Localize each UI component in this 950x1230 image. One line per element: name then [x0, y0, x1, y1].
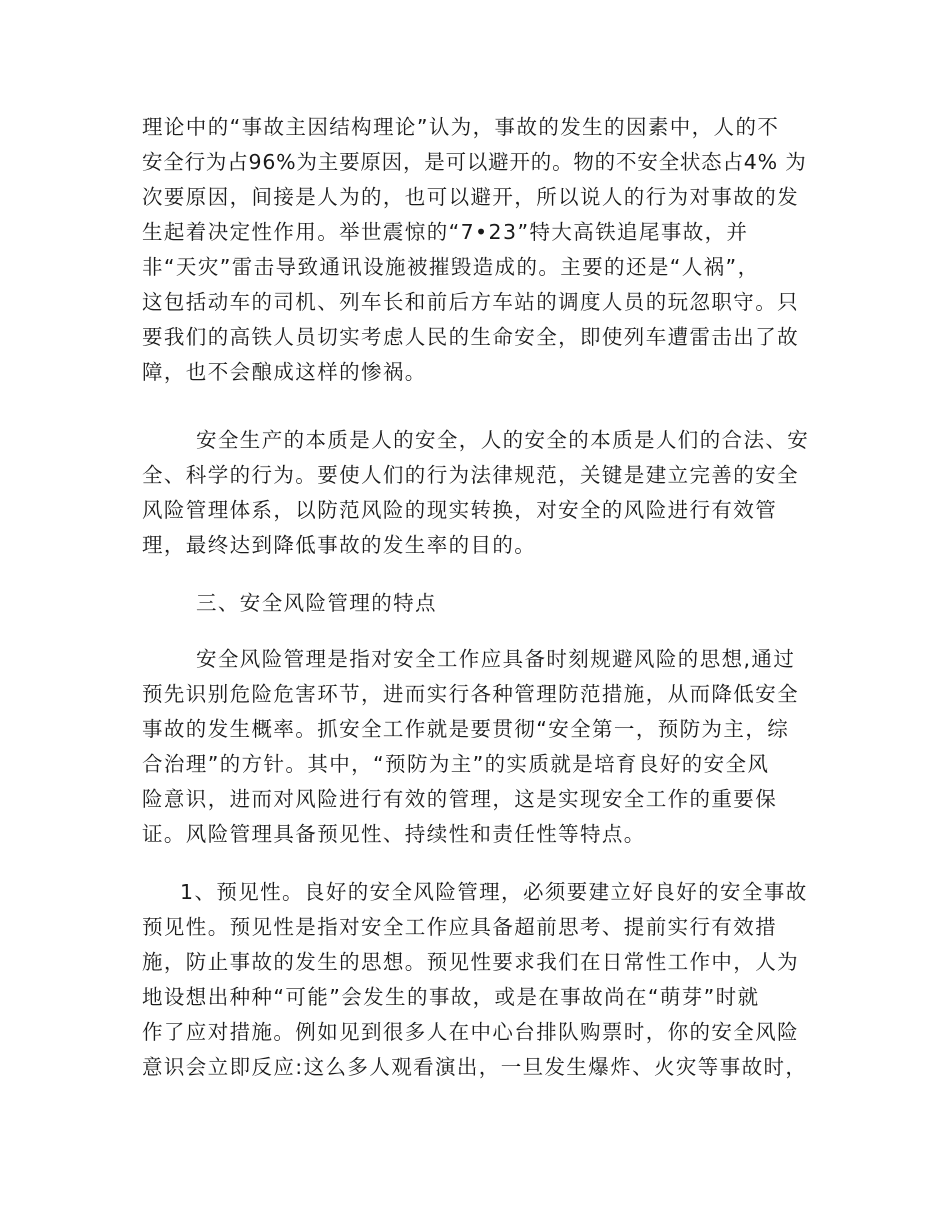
- paragraph-line: 作了应对措施。例如见到很多人在中心台排队购票时，你的安全风险: [142, 1020, 799, 1044]
- paragraph-line: 安全风险管理是指对安全工作应具备时刻规避风险的思想,通过: [196, 647, 796, 671]
- paragraph-line: 合治理”的方针。其中，“预防为主”的实质就是培育良好的安全风: [142, 752, 770, 776]
- paragraph-line: 安全行为占96%为主要原因，是可以避开的。物的不安全状态占4% 为: [142, 150, 807, 174]
- paragraph-line: 意识会立即反应:这么多人观看演出，一旦发生爆炸、火灾等事故时，: [142, 1055, 808, 1079]
- paragraph-line: 生起着决定性作用。举世震惊的“7•23”特大高铁追尾事故，并: [142, 220, 749, 244]
- paragraph-line: 风险管理体系，以防范风险的现实转换，对安全的风险进行有效管: [142, 498, 778, 522]
- paragraph-line: 地设想出种种“可能”会发生的事故，或是在事故尚在“萌芽”时就: [142, 985, 760, 1009]
- paragraph-line: 安全生产的本质是人的安全，人的安全的本质是人们的合法、安: [196, 428, 810, 452]
- paragraph-line: 预先识别危险危害环节，进而实行各种管理防范措施，从而降低安全: [142, 682, 799, 706]
- paragraph-line: 险意识，进而对风险进行有效的管理，这是实现安全工作的重要保: [142, 787, 778, 811]
- paragraph-line: 这包括动车的司机、列车长和前后方车站的调度人员的玩忽职守。只: [142, 290, 799, 314]
- paragraph-line: 事故的发生概率。抓安全工作就是要贯彻“安全第一，预防为主，综: [142, 717, 790, 741]
- paragraph-line: 全、科学的行为。要使人们的行为法律规范，关键是建立完善的安全: [142, 463, 799, 487]
- paragraph-line: 要我们的高铁人员切实考虑人民的生命安全，即使列车遭雷击出了故: [142, 325, 799, 349]
- paragraph-line: 非“天灾”雷击导致通讯设施被摧毁造成的。主要的还是“人祸”，: [142, 255, 760, 279]
- paragraph-line: 理，最终达到降低事故的发生率的目的。: [142, 533, 537, 557]
- paragraph-line: 理论中的“事故主因结构理论”认为，事故的发生的因素中，人的不: [142, 115, 780, 139]
- paragraph-line: 次要原因，间接是人为的，也可以避开，所以说人的行为对事故的发: [142, 185, 799, 209]
- paragraph-line: 障，也不会酿成这样的惨祸。: [142, 360, 427, 384]
- paragraph-line: 施，防止事故的发生的思想。预见性要求我们在日常性工作中，人为: [142, 950, 799, 974]
- paragraph-line: 证。风险管理具备预见性、持续性和责任性等特点。: [142, 822, 646, 846]
- section-heading: 三、安全风险管理的特点: [196, 591, 437, 615]
- paragraph-line: 1、预见性。良好的安全风险管理，必须要建立好良好的安全事故: [180, 880, 808, 904]
- paragraph-line: 预见性。预见性是指对安全工作应具备超前思考、提前实行有效措: [142, 915, 778, 939]
